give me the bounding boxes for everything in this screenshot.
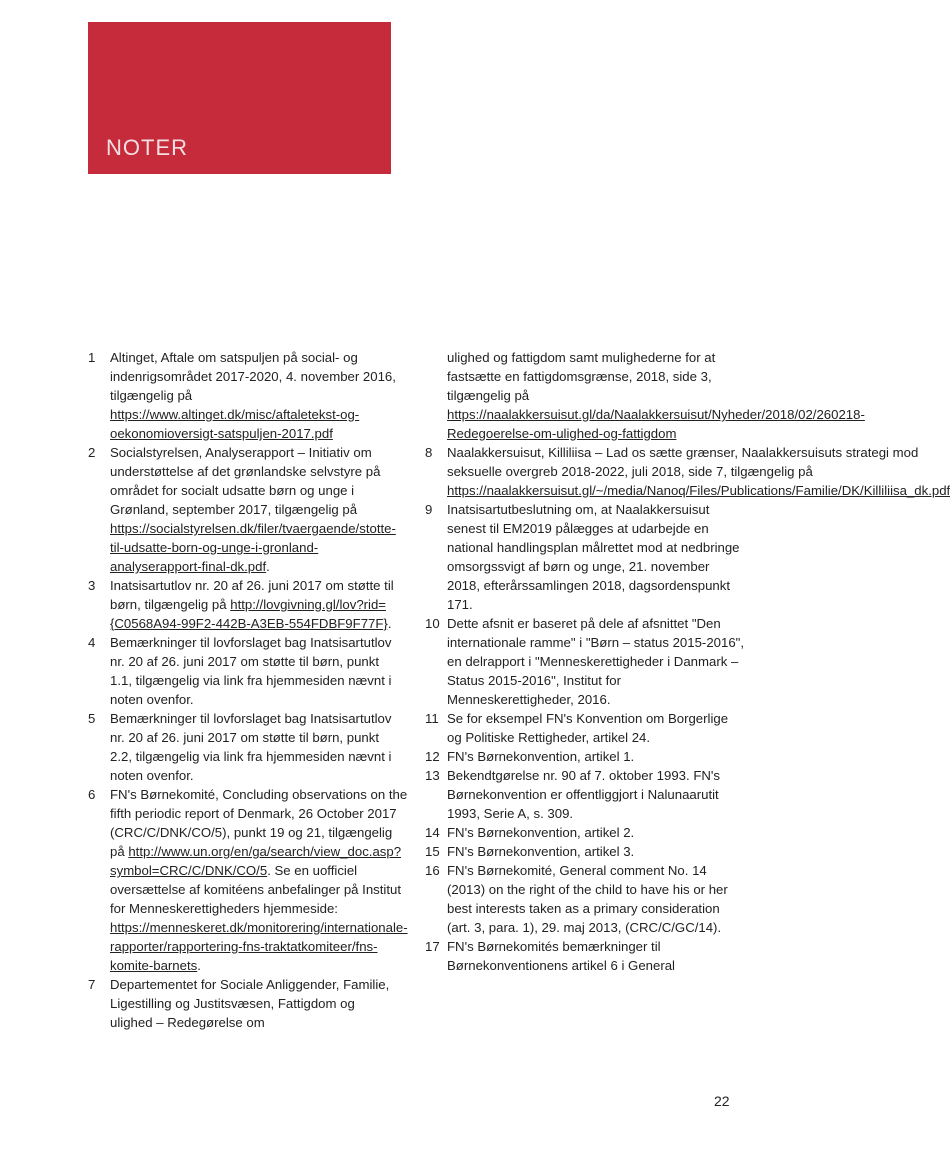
note-9: 9 Inatsisartutbeslutning om, at Naalakkersuisut senest til EM2019 pålægges at udarbejde en national handlingsplan målrettet mod at nedbringe omsorgssvigt af børn og unge, 21. november 2018, efterårssamlingen 2018, dagsordenspunkt 171. — [425, 502, 740, 612]
title-banner — [88, 22, 391, 174]
note-10: 10 Dette afsnit er baseret på dele af afsnittet "Den internationale ramme" i "Børn – status 2015-2016", en delrapport i "Menneskerettigheder i Danmark – Status 2015-2016", Institut for Menneskerettigheder, 2016. — [425, 616, 744, 707]
note-1-link[interactable]: https://www.altinget.dk/misc/aftaletekst-og-oekonomioversigt-satspuljen-2017.pdf — [110, 407, 360, 441]
note-2-link[interactable]: https://socialstyrelsen.dk/filer/tvaergaende/stotte-til-udsatte-born-og-unge-i-gronland-analyserapport-final-dk.pdf — [110, 521, 396, 574]
notes-column-right — [425, 348, 950, 975]
note-8: 8 Naalakkersuisut, Killiliisa – Lad os sætte grænser, Naalakkersuisuts strategi mod seksuelle overgreb 2018-2022, juli 2018, side 7, tilgængelig på https://naalakkersuisut.gl/~/media/Nanoq/Files/Publications/Familie/DK/Killiliisa_dk.pdf — [425, 445, 950, 498]
note-3-link[interactable]: http://lovgivning.gl/lov?rid={C0568A94-99F2-442B-A3EB-554FDBF9F77F} — [110, 597, 388, 631]
note-6-link-menneskeret[interactable]: https://menneskeret.dk/monitorering/internationale-rapporter/rapportering-fns-traktatkomiteer/fns-komite-barnets — [110, 920, 408, 973]
note-6-link-un[interactable]: http://www.un.org/en/ga/search/view_doc.asp?symbol=CRC/C/DNK/CO/5 — [110, 844, 402, 878]
page-title: NOTER — [106, 135, 188, 160]
note-1: 1 Altinget, Aftale om satspuljen på social- og indenrigsområdet 2017-2020, 4. november 2016, tilgængelig på https://www.altinget.dk/misc/aftaletekst-og-oekonomioversigt-satspuljen-2017.pdf — [88, 350, 396, 441]
note-17: 17 FN's Børnekomités bemærkninger til Børnekonventionens artikel 6 i General — [425, 939, 675, 973]
note-6: 6 FN's Børnekomité, Concluding observations on the fifth periodic report of Denmark, 26 October 2017 (CRC/C/DNK/CO/5), punkt 19 og 21, tilgængelig på http://www.un.org/en/ga/search/view_doc.asp?symbol=CRC/C/DNK/CO/5. Se en uofficiel oversættelse af komitéens anbefalinger på Institut for Menneskerettigheders hjemmeside: https://menneskeret.dk/monitorering/internationale-rapporter/rapportering-fns-traktatkomiteer/fns-komite-barnets. — [88, 787, 408, 973]
page-number: 22 — [714, 1093, 730, 1109]
note-7-continuation: ulighed og fattigdom samt mulighederne for at fastsætte en fattigdomsgrænse, 2018, side 3, tilgængelig på https://naalakkersuisut.gl/da/Naalakkersuisut/Nyheder/2018/02/260218-Redegoerelse-om-ulighed-og-fattigdom — [447, 350, 865, 441]
note-2: 2 Socialstyrelsen, Analyserapport – Initiativ om understøttelse af det grønlandske selvstyre på området for socialt udsatte børn og unge i Grønland, september 2017, tilgængelig på https://socialstyrelsen.dk/filer/tvaergaende/stotte-til-udsatte-born-og-unge-i-gronland-analyserapport-final-dk.pdf. — [88, 445, 396, 574]
note-3: 3 Inatsisartutlov nr. 20 af 26. juni 2017 om støtte til børn, tilgængelig på http://lovgivning.gl/lov?rid={C0568A94-99F2-442B-A3EB-554FDBF9F77F}. — [88, 578, 394, 631]
note-16: 16 FN's Børnekomité, General comment No. 14 (2013) on the right of the child to have his or her best interests taken as a primary consideration (art. 3, para. 1), 29. maj 2013, (CRC/C/GC/14). — [425, 863, 728, 935]
note-15: 15 FN's Børnekonvention, artikel 3. — [425, 844, 635, 859]
note-5: 5 Bemærkninger til lovforslaget bag Inatsisartutlov nr. 20 af 26. juni 2017 om støtte til børn, punkt 2.2, tilgængelig via link fra hjemmesiden nævnt i noten ovenfor. — [88, 711, 392, 783]
note-13: 13 Bekendtgørelse nr. 90 af 7. oktober 1993. FN's Børnekonvention er offentliggjort i Nalunaarutit 1993, Serie A, s. 309. — [425, 768, 721, 821]
note-7: 7 Departementet for Sociale Anliggender, Familie, Ligestilling og Justitsvæsen, Fattigdom og ulighed – Redegørelse om — [88, 977, 390, 1030]
note-4: 4 Bemærkninger til lovforslaget bag Inatsisartutlov nr. 20 af 26. juni 2017 om støtte til børn, punkt 1.1, tilgængelig via link fra hjemmesiden nævnt i noten ovenfor. — [88, 635, 392, 707]
note-8-link[interactable]: https://naalakkersuisut.gl/~/media/Nanoq/Files/Publications/Familie/DK/Killiliisa_dk.pdf — [447, 483, 950, 498]
note-14: 14 FN's Børnekonvention, artikel 2. — [425, 825, 635, 840]
note-11: 11 Se for eksempel FN's Konvention om Borgerlige og Politiske Rettigheder, artikel 24. — [425, 711, 729, 745]
note-12: 12 FN's Børnekonvention, artikel 1. — [425, 749, 635, 764]
note-7-link[interactable]: https://naalakkersuisut.gl/da/Naalakkersuisut/Nyheder/2018/02/260218-Redegoerelse-om-ulighed-og-fattigdom — [447, 407, 865, 441]
notes-column-left — [88, 348, 408, 1032]
